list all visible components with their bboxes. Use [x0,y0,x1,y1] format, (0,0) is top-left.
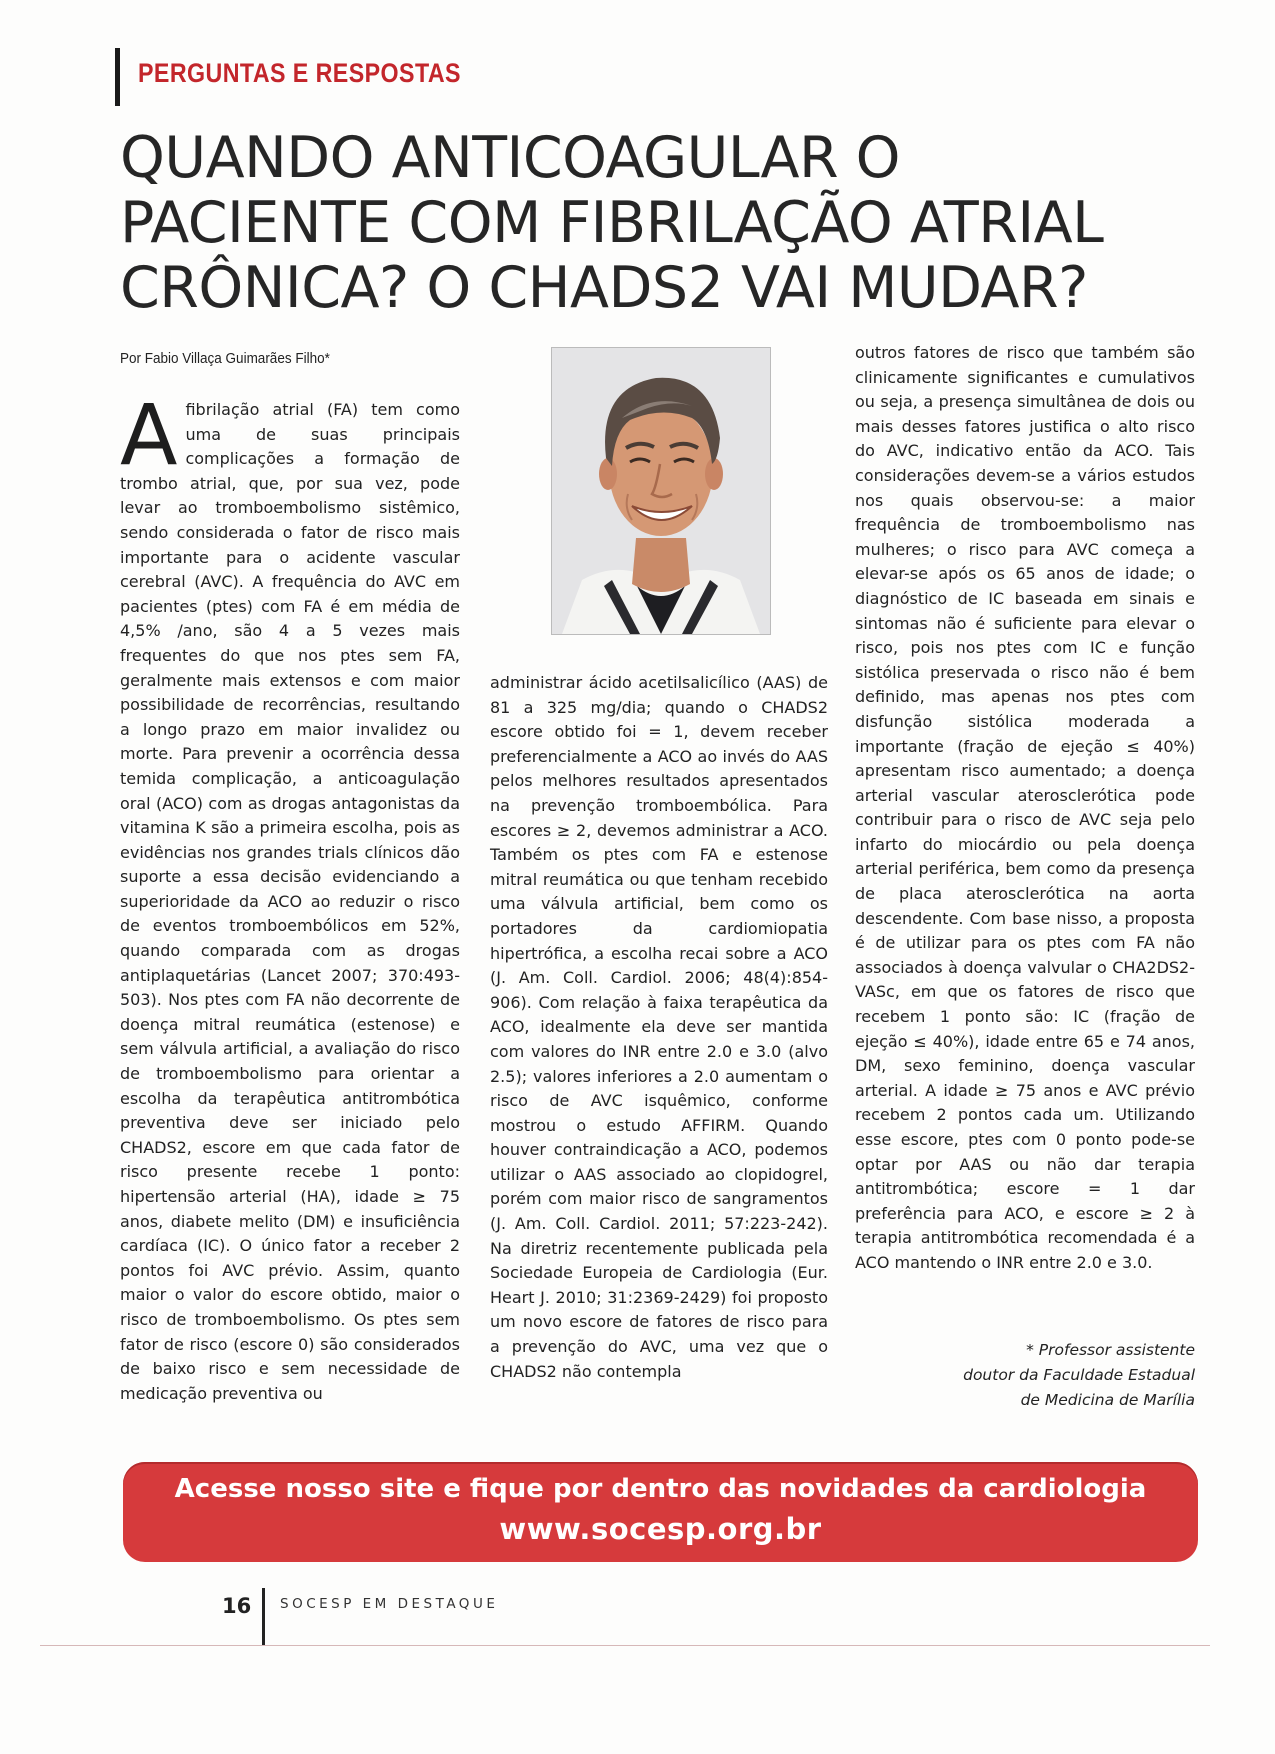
banner-message: Acesse nosso site e fique por dentro das novidades da cardiologia [174,1474,1147,1504]
headline-line-3: CRÔNICA? O CHADS2 VAI MUDAR? [120,255,1088,321]
author-affiliation-note [963,1338,1195,1413]
body-column-1 [120,386,460,1406]
banner-url-link[interactable]: www.socesp.org.br [499,1512,822,1546]
article-headline [120,126,1160,321]
body-column-2 [490,671,828,1384]
drop-cap: A [120,386,178,484]
website-promo-banner[interactable] [123,1462,1198,1562]
headline-line-1: QUANDO ANTICOAGULAR O [120,125,901,191]
footer-rule [40,1645,1210,1646]
body-column-3 [855,341,1195,1276]
column-1-paragraph [120,386,460,1406]
footer-divider-bar [262,1588,265,1646]
column-2-text: administrar ácido acetilsalicílico (AAS) de 81 a 325 mg/dia; quando o CHADS2 escore obtido foi = 1, devem receber preferencialmente a ACO ao invés do AAS pelos melhores resultados apresentados na prevenção tromboembólica. Para escores ≥ 2, devemos administrar a ACO. Também os ptes com FA e estenose mitral reumática ou que tenham recebido uma válvula artificial, bem como os portadores da cardiomiopatia hipertrófica, a escolha recai sobre a ACO (J. Am. Coll. Cardiol. 2006; 48(4):854-906). Com relação à faixa terapêutica da ACO, idealmente ela deve ser mantida com valores do INR entre 2.0 e 3.0 (alvo 2.5); valores inferiores a 2.0 aumentam o risco de AVC isquêmico, conforme mostrou o estudo AFFIRM. Quando houver contraindicação a ACO, podemos utilizar o AAS associado ao clopidogrel, porém com maior risco de sangramentos (J. Am. Coll. Cardiol. 2011; 57:223-242). Na diretriz recentemente publicada pela Sociedade Europeia de Cardiologia (Eur. Heart J. 2010; 31:2369-2429) foi proposto um novo escore de fatores de risco para a prevenção do AVC, uma vez que o CHADS2 não contempla [490,673,828,1381]
section-title: PERGUNTAS E RESPOSTAS [138,58,461,88]
note-line-2: doutor da Faculdade Estadual [963,1366,1195,1384]
author-portrait-icon [552,348,770,634]
headline-line-2: PACIENTE COM FIBRILAÇÃO ATRIAL [120,190,1104,256]
note-line-1: * Professor assistente [1026,1341,1195,1359]
publication-name: SOCESP EM DESTAQUE [280,1596,499,1612]
note-line-3: de Medicina de Marília [1020,1391,1195,1409]
page-number: 16 [222,1594,252,1618]
author-photo [551,347,771,635]
section-divider-bar [115,48,120,106]
byline: Por Fabio Villaça Guimarães Filho* [120,350,330,367]
column-3-text: outros fatores de risco que também são clinicamente significantes e cumulativos ou seja, a presença simultânea de dois ou mais desses fatores justifica o alto risco do AVC, indicativo então da ACO. Tais considerações devem-se a vários estudos nos quais observou-se: a maior frequência de tromboembolismo nas mulheres; o risco para AVC começa a elevar-se após os 65 anos de idade; o diagnóstico de IC baseada em sinais e sintomas não é suficiente para elevar o risco, pois nos ptes com IC e função sistólica preservada o risco não é bem definido, mas apenas nos ptes com disfunção sistólica moderada a importante (fração de ejeção ≤ 40%) apresentam risco aumentado; a doença arterial vascular aterosclerótica pode contribuir para o risco de AVC seja pelo infarto do miocárdio ou pela doença arterial periférica, bem como da presença de placa aterosclerótica na aorta descendente. Com base nisso, a proposta é de utilizar para os ptes com FA não associados à doença valvular o CHA2DS2-VASc, em que os fatores de risco que recebem 1 ponto são: IC (fração de ejeção ≤ 40%), idade entre 65 e 74 anos, DM, sexo feminino, doença vascular arterial. A idade ≥ 75 anos e AVC prévio recebem 2 pontos cada um. Utilizando esse escore, ptes com 0 ponto pode-se optar por AAS ou não dar terapia antitrombótica; escore = 1 dar preferência para ACO, e escore ≥ 2 à terapia antitrombótica recomendada é a ACO mantendo o INR entre 2.0 e 3.0. [855,343,1195,1272]
column-1-text: fibrilação atrial (FA) tem como uma de suas principais complicações a formação de trombo atrial, que, por sua vez, pode levar ao tromboembolismo sistêmico, sendo considerada o fator de risco mais importante para o acidente vascular cerebral (AVC). A frequência do AVC em pacientes (ptes) com FA é em média de 4,5% /ano, são 4 a 5 vezes mais frequentes do que nos ptes sem FA, geralmente mais extensos e com maior possibilidade de recorrências, resultando a longo prazo em maior invalidez ou morte. Para prevenir a ocorrência dessa temida complicação, a anticoagulação oral (ACO) com as drogas antagonistas da vitamina K são a primeira escolha, pois as evidências nos grandes trials clínicos dão suporte a essa decisão evidenciando a superioridade da ACO ao reduzir o risco de eventos tromboembólicos em 52%, quando comparada com as drogas antiplaquetárias (Lancet 2007; 370:493-503). Nos ptes com FA não decorrente de doença mitral reumática (estenose) e sem válvula artificial, a avaliação do risco de tromboembolismo para orientar a escolha da terapêutica antitrombótica preventiva deve ser iniciado pelo CHADS2, escore em que cada fator de risco presente recebe 1 ponto: hipertensão arterial (HA), idade ≥ 75 anos, diabete melito (DM) e insuficiência cardíaca (IC). O único fator a receber 2 pontos foi AVC prévio. Assim, quanto maior o valor do escore obtido, maior o risco de tromboembolismo. Os ptes sem fator de risco (escore 0) são considerados de baixo risco e sem necessidade de medicação preventiva ou [120,400,460,1403]
